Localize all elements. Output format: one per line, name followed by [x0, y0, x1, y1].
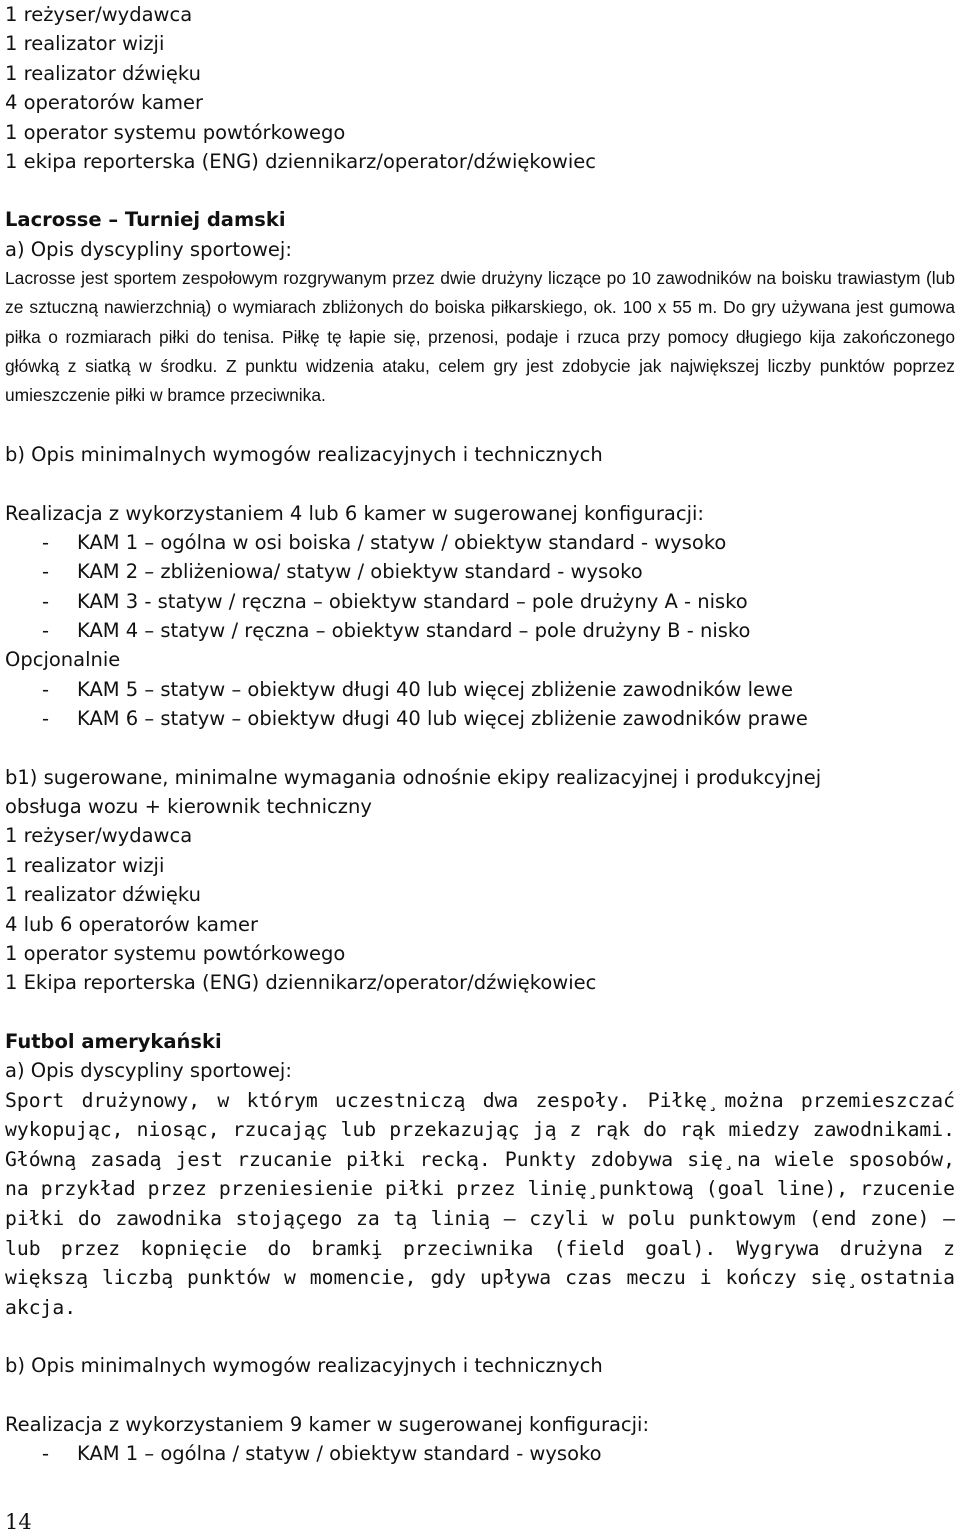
camera-text: KAM 1 – ogólna / statyw / obiektyw standard - wysoko — [77, 1442, 602, 1466]
spacer — [5, 410, 960, 440]
crew-item: 4 lub 6 operatorów kamer — [5, 912, 258, 936]
bullet-dash: - — [42, 530, 50, 554]
camera-list — [5, 528, 960, 646]
bullet-dash: - — [42, 677, 50, 701]
requirements-label: b) Opis minimalnych wymogów realizacyjnych i technicznych — [5, 443, 603, 467]
crew-requirements-label: b1) sugerowane, minimalne wymagania odnośnie ekipy realizacyjnej i produkcyjnej — [5, 765, 822, 789]
optional-label: Opcjonalnie — [5, 648, 121, 672]
camera-text: KAM 6 – statyw – obiektyw długi 40 lub więcej zbliżenie zawodników prawe — [77, 707, 808, 731]
bullet-dash: - — [42, 560, 50, 584]
crew-item: 1 realizator wizji — [5, 32, 165, 56]
crew-list — [5, 792, 960, 998]
camera-text: KAM 4 – statyw / ręczna – obiektyw standard – pole drużyny B - nisko — [77, 619, 751, 643]
spacer — [5, 1322, 960, 1351]
crew-item: 1 operator systemu powtórkowego — [5, 942, 346, 965]
crew-item: 1 ekipa reporterska (ENG) dziennikarz/operator/dźwiękowiec — [5, 149, 597, 173]
crew-item: 1 Ekipa reporterska (ENG) dziennikarz/operator/dźwiękowiec — [5, 971, 597, 995]
camera-item — [5, 704, 960, 733]
spacer — [5, 998, 960, 1027]
crew-item: obsługa wozu + kierownik techniczny — [5, 795, 372, 819]
camera-intro: Realizacja z wykorzystaniem 9 kamer w sugerowanej konfiguracji: — [5, 1412, 650, 1436]
camera-item — [5, 528, 960, 557]
section-american-football — [5, 1027, 960, 1469]
description-paragraph: Sport drużynowy, w którym uczestnicza̧ dwa zespoły. Piłkę̧ można przemieszczać́ wykopując, niosąc, rzucająç lub przekazująç ja̧ z rąk do rąk miedzy zawodnikami. Główna̧ zasada̧ jest rzucanie piłki recka̧. Punkty zdobywa się̧ na wiele sposobów, na przykład przez przeniesienie piłki przez linię̧ punktowa̧ (goal line), rzucenie piłki do zawodnika stojąçego za ta̧ linia̧ – czyli w polu punktowym (end zone) – lub przez kopnięcie do bramki̧ przeciwnika (field goal). Wygrywa drużyna z większa̧ liczba̧ punktów w momencie, gdy upływa czas meczu i kończy się̧ ostatnia akcja. — [5, 1088, 955, 1319]
description-label: a) Opis dyscypliny sportowej: — [5, 1059, 292, 1083]
spacer — [5, 470, 960, 499]
description-paragraph: Lacrosse jest sportem zespołowym rozgrywanym przez dwie drużyny liczące po 10 zawodników na boisku trawiastym (lub ze sztuczną nawierzchnią) o wymiarach zbliżonych do boiska piłkarskiego, ok. 100 x 55 m. Do gry używana jest gumowa piłka o rozmiarach piłki do tenisa. Piłkę tę łapie się, przenosi, podaje i rzuca przy pomocy długiego kija zakończonego główką z siatką w środku. Z punktu widzenia ataku, celem gry jest zdobycie jak największej liczby punktów poprzez umieszczenie piłki w bramce przeciwnika. — [5, 268, 955, 405]
crew-list-top — [5, 0, 960, 176]
crew-item: 1 operator systemu powtórkowego — [5, 120, 346, 144]
camera-list — [5, 1439, 960, 1468]
camera-text: KAM 2 – zbliżeniowa/ statyw / obiektyw standard - wysoko — [77, 560, 643, 584]
crew-item: 1 reżyser/wydawca — [5, 3, 193, 26]
bullet-dash: - — [42, 1442, 50, 1466]
spacer — [5, 176, 960, 205]
page-number: 14 — [5, 1510, 32, 1534]
spacer — [5, 734, 960, 763]
camera-item — [5, 616, 960, 645]
crew-item: 4 operatorów kamer — [5, 91, 204, 115]
section-heading: Futbol amerykański — [5, 1029, 222, 1053]
crew-item: 1 reżyser/wydawca — [5, 824, 193, 848]
section-heading: Lacrosse – Turniej damski — [5, 208, 286, 232]
camera-text: KAM 1 – ogólna w osi boiska / statyw / obiektyw standard - wysoko — [77, 530, 727, 554]
camera-item — [5, 1439, 960, 1468]
crew-item: 1 realizator wizji — [5, 853, 165, 877]
camera-item — [5, 557, 960, 586]
bullet-dash: - — [42, 707, 50, 731]
camera-intro: Realizacja z wykorzystaniem 4 lub 6 kamer w sugerowanej konfiguracji: — [5, 501, 704, 525]
spacer — [5, 1381, 960, 1410]
requirements-label: b) Opis minimalnych wymogów realizacyjnych i technicznych — [5, 1354, 603, 1378]
camera-text: KAM 3 - statyw / ręczna – obiektyw standard – pole drużyny A - nisko — [77, 589, 748, 613]
section-lacrosse — [5, 205, 960, 997]
description-label: a) Opis dyscypliny sportowej: — [5, 237, 292, 261]
bullet-dash: - — [42, 589, 50, 613]
optional-camera-list — [5, 675, 960, 734]
bullet-dash: - — [42, 619, 50, 643]
camera-item — [5, 587, 960, 616]
crew-item: 1 realizator dźwięku — [5, 61, 201, 85]
camera-text: KAM 5 – statyw – obiektyw długi 40 lub więcej zbliżenie zawodników lewe — [77, 677, 793, 701]
camera-item — [5, 675, 960, 704]
crew-item: 1 realizator dźwięku — [5, 883, 201, 907]
